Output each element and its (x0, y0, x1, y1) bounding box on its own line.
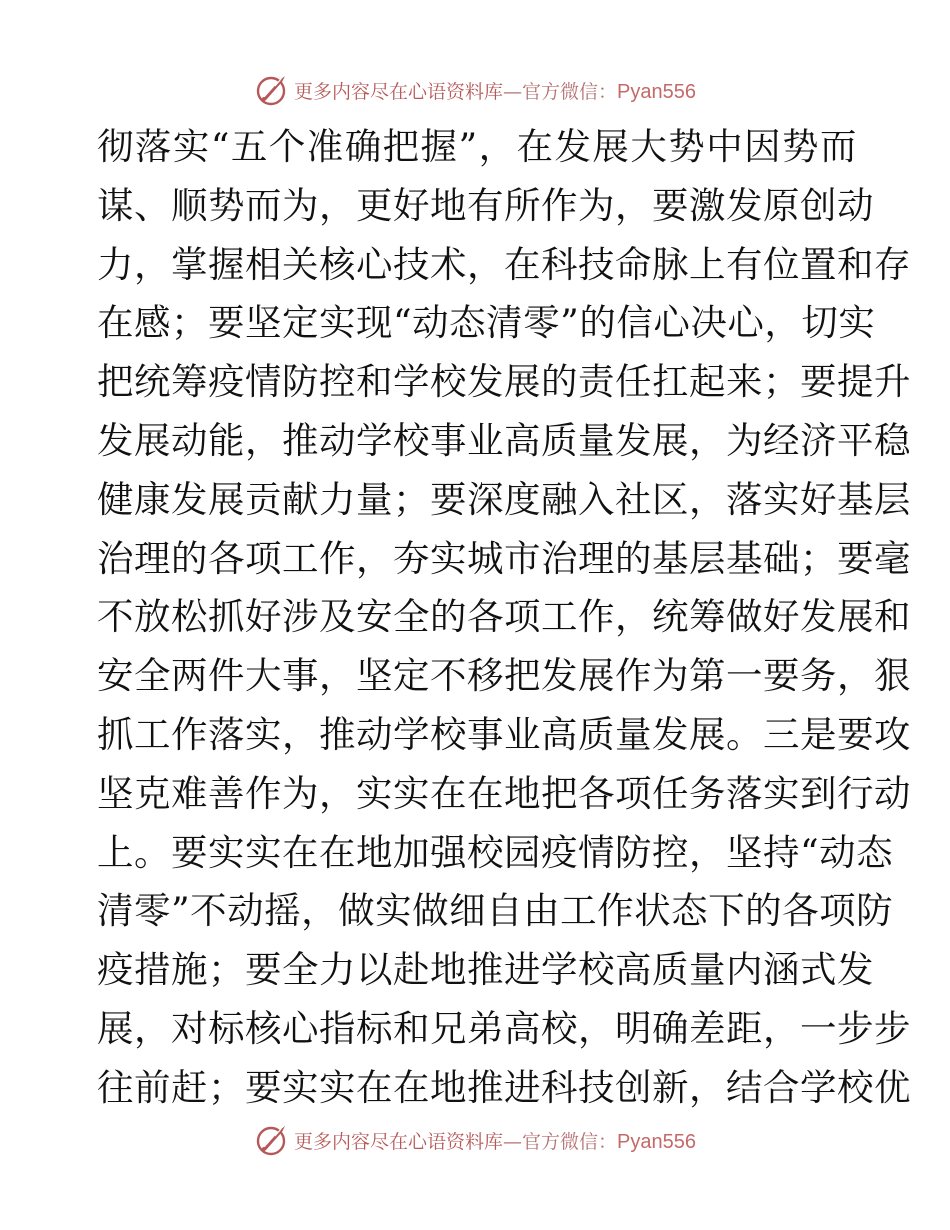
quill-pen-logo-icon (254, 1122, 290, 1158)
body-line: 坚克难善作为，实实在在地把各项任务落实到行动 (97, 771, 911, 815)
footer-watermark (0, 1120, 950, 1160)
document-body (97, 118, 911, 1118)
body-line: 治理的各项工作，夯实城市治理的基层基础；要毫 (97, 536, 911, 580)
watermark-dash: — (503, 1130, 523, 1153)
watermark-wechat-id: Pyan556 (617, 80, 696, 103)
watermark-wechat-id: Pyan556 (617, 1130, 696, 1153)
body-line: 在感；要坚定实现“动态清零”的信心决心，切实 (97, 301, 876, 345)
body-line: 上。要实实在在地加强校园疫情防控，坚持“动态 (97, 830, 894, 874)
header-watermark (0, 70, 950, 110)
body-line: 抓工作落实，推动学校事业高质量发展。三是要攻 (97, 712, 911, 756)
body-line: 彻落实“五个准确把握”，在发展大势中因势而 (97, 125, 857, 168)
watermark-brand: 更多内容尽在心语资料库 (294, 80, 504, 103)
quill-pen-logo-icon (254, 72, 290, 108)
body-line: 安全两件大事，坚定不移把发展作为第一要务，狠 (97, 654, 911, 698)
body-line: 清零”不动摇，做实做细自由工作状态下的各项防 (97, 889, 894, 933)
watermark-dash: — (503, 80, 523, 103)
watermark-brand: 更多内容尽在心语资料库 (294, 1130, 504, 1153)
body-line: 谋、顺势而为，更好地有所作为，要激发原创动 (97, 183, 874, 227)
body-line: 疫措施；要全力以赴地推进学校高质量内涵式发 (97, 948, 874, 992)
watermark-text (294, 77, 696, 104)
watermark-official: 官方微信： (522, 1130, 618, 1153)
body-line: 不放松抓好涉及安全的各项工作，统筹做好发展和 (97, 595, 911, 639)
body-line: 展，对标核心指标和兄弟高校，明确差距，一步步 (97, 1006, 911, 1050)
body-line: 把统筹疫情防控和学校发展的责任扛起来；要提升 (97, 360, 911, 404)
body-line: 往前赶；要实实在在地推进科技创新，结合学校优 (97, 1065, 911, 1109)
body-line: 健康发展贡献力量；要深度融入社区，落实好基层 (97, 477, 911, 521)
body-line: 力，掌握相关核心技术，在科技命脉上有位置和存 (97, 242, 911, 286)
watermark-official: 官方微信： (522, 80, 618, 103)
watermark-text (294, 1127, 696, 1154)
body-line: 发展动能，推动学校事业高质量发展，为经济平稳 (97, 418, 911, 462)
